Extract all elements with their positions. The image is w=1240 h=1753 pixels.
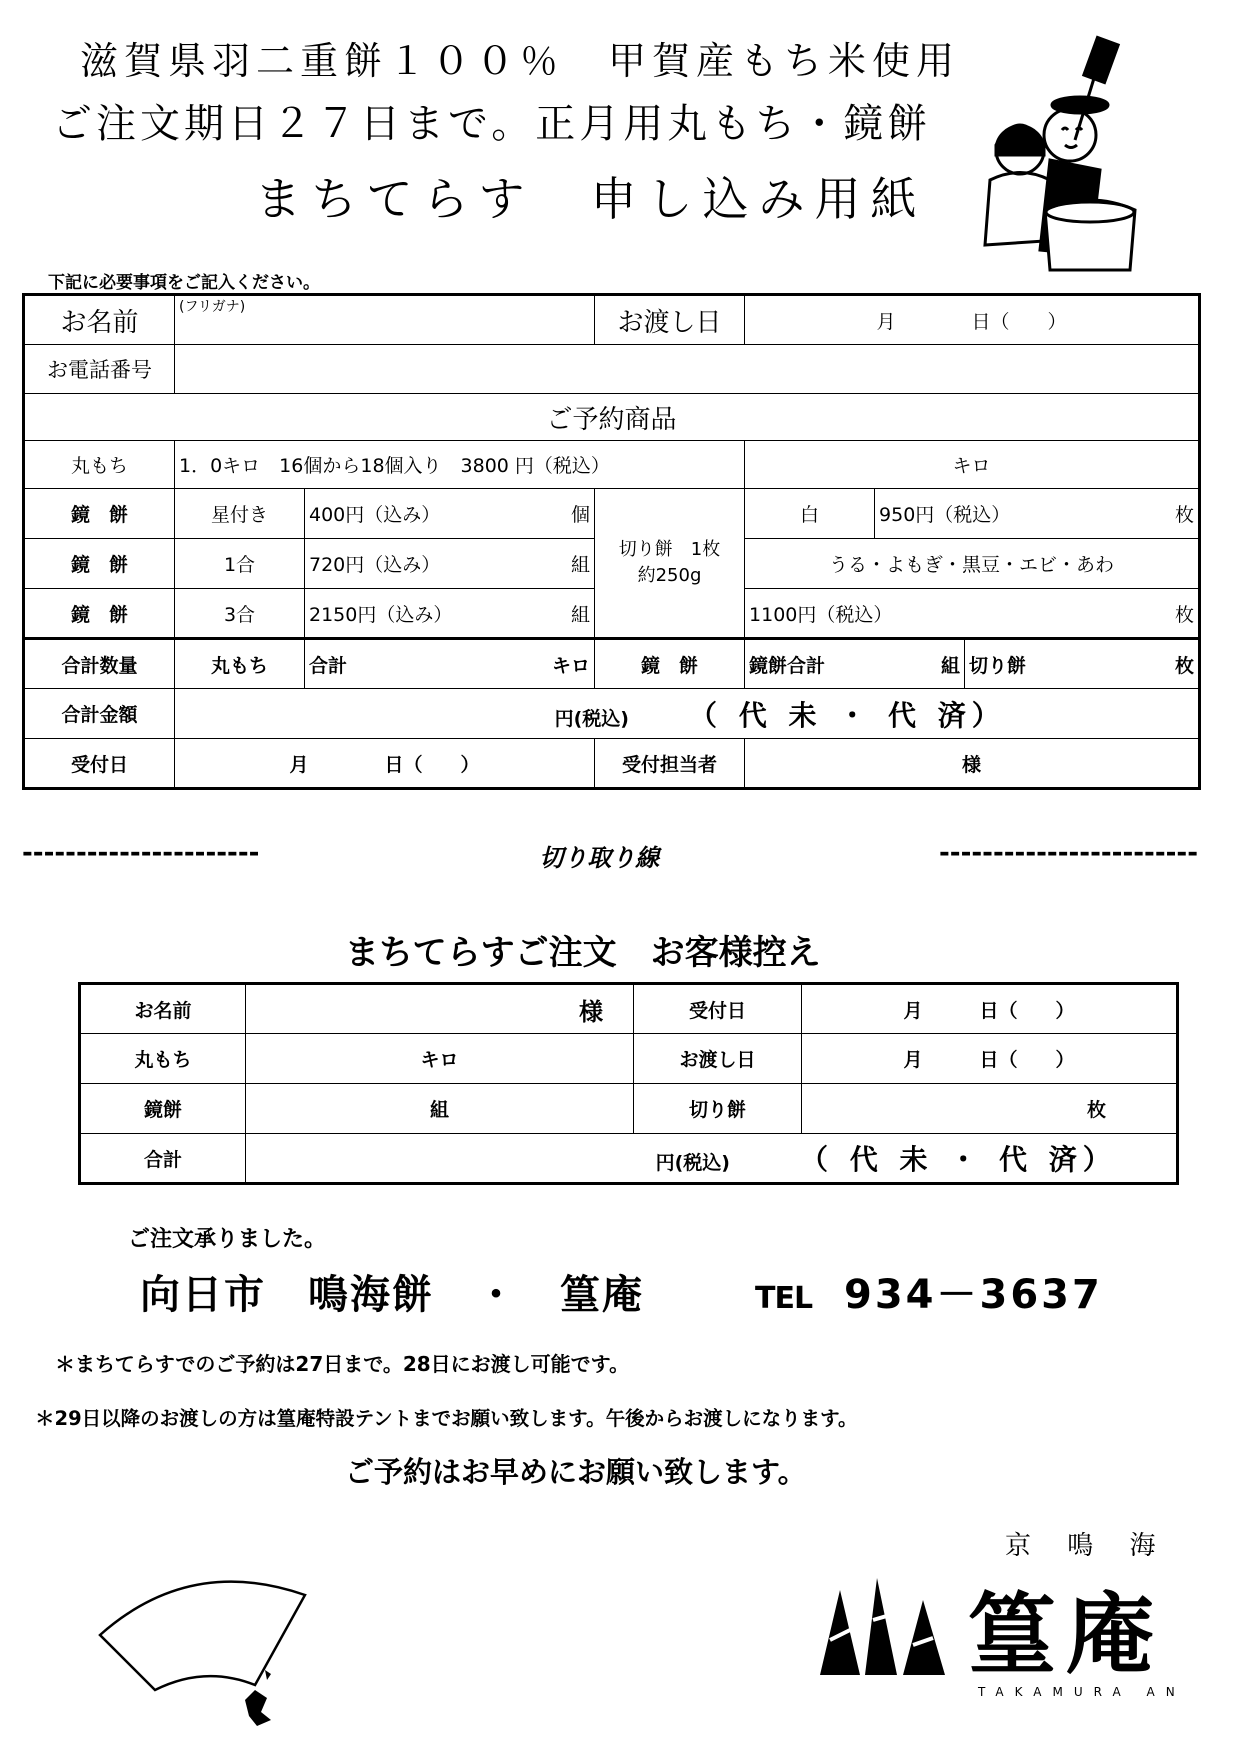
kirimochi-white-label: 白 [745,489,875,539]
kirimochi-white-field[interactable]: 950円（税込） 枚 [875,489,1200,539]
receipt-payment-status: （ 代 未 ・ 代 済） [800,1143,1117,1176]
marumochi-desc: 1．0キロ 16個から18個入り 3800 円（税込） [175,441,745,489]
staff-field[interactable]: 様 [745,739,1200,789]
receipt-label: 丸もち [80,1034,246,1084]
kagami-size: 1合 [175,539,305,589]
logo-main: 篁庵 [968,1582,1165,1686]
total-kirimochi-field[interactable]: 切り餅 枚 [965,639,1200,689]
total-kagami-field[interactable]: 鏡餅合計 組 [745,639,965,689]
tel-label: TEL [755,1281,813,1316]
name-label: お名前 [24,295,175,345]
kagami-unit: 組 [571,603,591,626]
reception-date-label: 受付日 [24,739,175,789]
receipt-label: 切り餅 [634,1084,802,1134]
instruction-text: 下記に必要事項をご記入ください。 [48,273,320,293]
receipt-label: 鏡餅 [80,1084,246,1134]
name-field[interactable] [175,295,595,345]
kirimochi-flavor-field[interactable]: 1100円（税込） 枚 [745,589,1200,639]
total-marumochi-field[interactable]: 合計 キロ [305,639,595,689]
fan-icon [95,1555,315,1730]
receipt-kirimochi-field[interactable]: 枚 [802,1084,1178,1134]
bamboo-logo-icon [815,1570,955,1680]
marumochi-kilo-field[interactable]: キロ [745,441,1200,489]
reception-date-field[interactable]: 月 日（ ） [175,739,595,789]
kagami-label: 鏡 餅 [24,489,175,539]
delivery-label: お渡し日 [595,295,745,345]
note-line: ご予約はお早めにお願い致します。 [345,1455,807,1489]
shop-name: 向日市 鳴海餅 ・ 篁庵 [140,1272,644,1318]
kagami-unit: 個 [571,504,591,526]
kagami-qty-field[interactable] [305,489,595,539]
order-form-table [22,293,1201,790]
logo-top: 京 鳴 海 [1005,1531,1170,1561]
kagami-price: 2150円（込み） [309,603,453,626]
receipt-label: お名前 [80,984,246,1034]
note-line: ＊まちてらすでのご予約は27日まで。28日にお渡し可能です。 [55,1352,630,1376]
kirimochi-label: 切り餅 1枚 約250g [595,489,745,639]
cut-line-dashes: ---------------------- [22,838,260,868]
receipt-delivery-date[interactable]: 月 日（ ） [802,1034,1178,1084]
tel-number: 934－3637 [844,1272,1103,1318]
total-qty-marumochi: 丸もち [175,639,305,689]
logo-sub: TAKAMURA AN [978,1685,1186,1699]
receipt-title: まちてらすご注文 お客様控え [345,933,821,973]
receipt-label: お渡し日 [634,1034,802,1084]
total-qty-label: 合計数量 [24,639,175,689]
mochi-pounding-illustration [970,20,1150,280]
receipt-reception-date[interactable]: 月 日（ ） [802,984,1178,1034]
kirimochi-white-price: 950円（税込） [879,504,1011,526]
total-amount-field[interactable] [175,689,1200,739]
receipt-kagami-field[interactable]: 組 [246,1084,634,1134]
phone-label: お電話番号 [24,345,175,394]
yen-label: 円(税込) [554,707,629,730]
header-line1: 滋賀県羽二重餅１００％ 甲賀産もち米使用 [80,39,961,83]
cut-line [22,838,1198,873]
cut-line-label: 切り取り線 [539,844,660,872]
kagami-label: 鏡 餅 [24,539,175,589]
total-qty-kagami: 鏡 餅 [595,639,745,689]
marumochi-label: 丸もち [24,441,175,489]
form-title: まちてらす 申し込み用紙 [255,172,927,226]
receipt-yen: 円(税込) [655,1152,730,1174]
receipt-total-label: 合計 [80,1134,246,1184]
kirimochi-flavor-price: 1100円（税込） [749,603,893,626]
thanks-text: ご注文承りました。 [128,1227,327,1252]
kagami-price: 400円（込み） [309,504,441,526]
payment-status: （ 代 未 ・ 代 済） [689,698,1006,732]
section-title: ご予約商品 [24,394,1200,441]
kagami-qty-field[interactable] [305,539,595,589]
furigana-label: (フリガナ) [179,299,246,315]
cut-line-dashes: ------------------------ [939,838,1198,868]
kirimochi-flavors: うる・よもぎ・黒豆・エビ・あわ [745,539,1200,589]
staff-label: 受付担当者 [595,739,745,789]
total-amount-label: 合計金額 [24,689,175,739]
shop-phone [755,1263,1103,1320]
delivery-date-field[interactable]: 月 日（ ） [745,295,1200,345]
kagami-label: 鏡 餅 [24,589,175,639]
receipt-name-field[interactable]: 様 [246,984,634,1034]
receipt-marumochi-field[interactable]: キロ [246,1034,634,1084]
phone-field[interactable] [175,345,1200,394]
kagami-size: 星付き [175,489,305,539]
kagami-size: 3合 [175,589,305,639]
kagami-price: 720円（込み） [309,554,441,576]
kagami-unit: 組 [571,554,591,576]
receipt-label: 受付日 [634,984,802,1034]
kagami-qty-field[interactable] [305,589,595,639]
note-line: ＊29日以降のお渡しの方は篁庵特設テントまでお願い致します。午後からお渡しになります。 [35,1407,858,1430]
receipt-table [78,982,1179,1185]
receipt-total-field[interactable] [246,1134,1178,1184]
header-line2: ご注文期日２７日まで。正月用丸もち・鏡餅 [52,101,932,147]
